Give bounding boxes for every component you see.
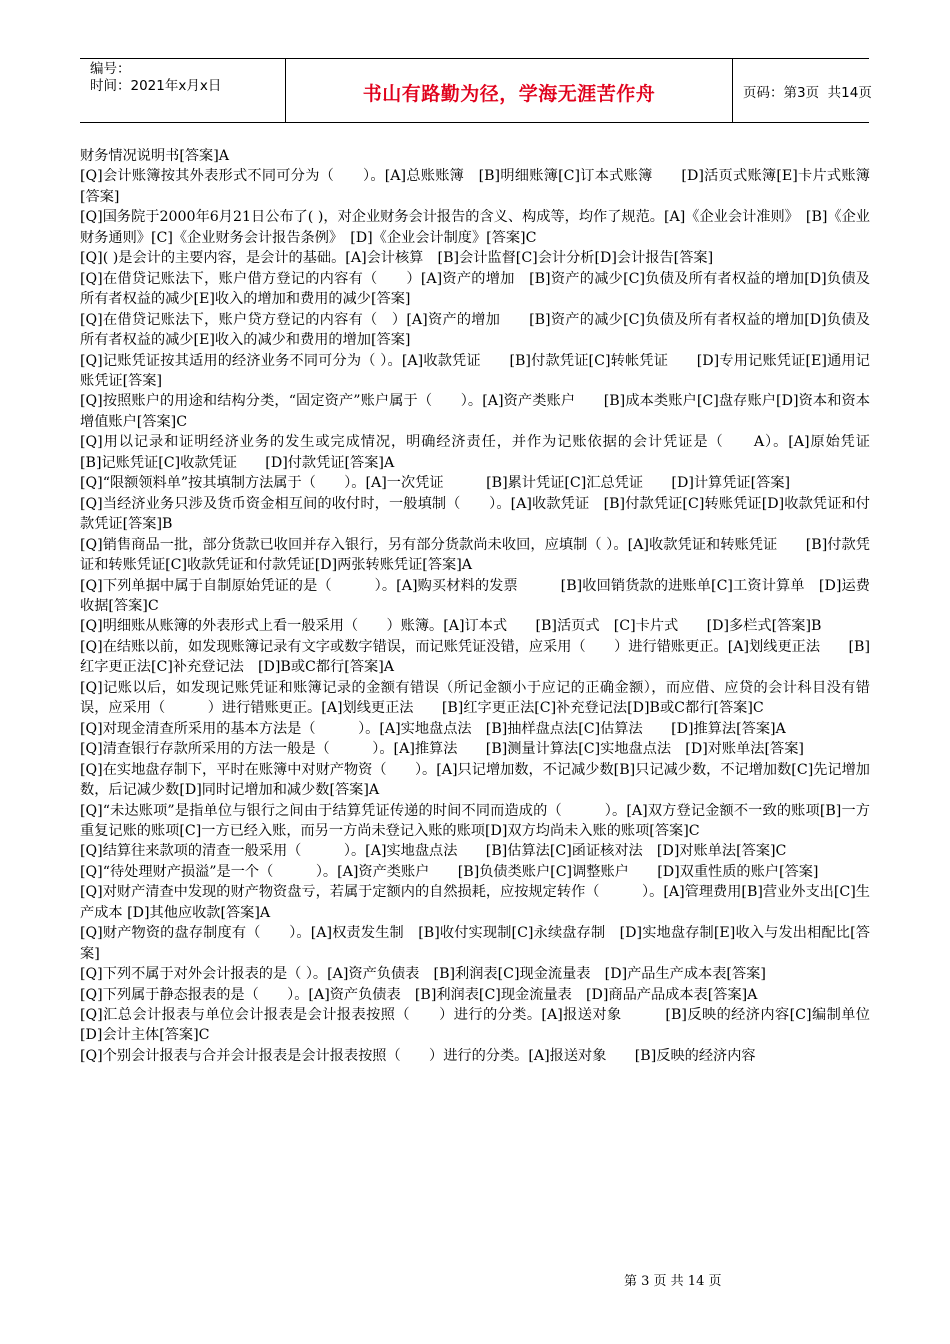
question-paragraph: [Q]“待处理财产损溢”是一个（ ）。[A]资产类账户 [B]负债类账户[C]调整账户 [D]双重性质的账户[答案] <box>80 863 819 880</box>
question-paragraph: [Q]个别会计报表与合并会计报表是会计报表按照（ ）进行的分类。[A]报送对象 [B]反映的经济内容 <box>80 1047 756 1064</box>
header-motto-cell <box>285 59 733 122</box>
question-paragraph: [Q]在实地盘存制下，平时在账簿中对财产物资（ ）。[A]只记增加数，不记减少数[B]只记减少数，不记增加数[C]先记增加数，后记减少数[D]同时记增加和减少数[答案]A <box>80 761 870 799</box>
question-paragraph: [Q]下列属于静态报表的是（ ）。[A]资产负债表 [B]利润表[C]现金流量表 [D]商品产品成本表[答案]A <box>80 986 758 1003</box>
question-paragraph: [Q]按照账户的用途和结构分类，“固定资产”账户属于（ ）。[A]资产类账户 [B]成本类账户[C]盘存账户[D]资本和资本增值账户[答案]C <box>80 393 870 430</box>
question-paragraph: [Q]销售商品一批，部分货款已收回并存入银行，另有部分货款尚未收回，应填制（ ）。[A]收款凭证和转账凭证 [B]付款凭证和转账凭证[C]收款凭证和付款凭证[D]两张转账凭证[答案]A <box>80 536 870 574</box>
question-paragraph: [Q]会计账簿按其外表形式不同可分为（ ）。[A]总账账簿 [B]明细账簿[C]订本式账簿 [D]活页式账簿[E]卡片式账簿[答案] <box>80 168 870 205</box>
question-paragraph: [Q]清查银行存款所采用的方法一般是（ ）。[A]推算法 [B]测量计算法[C]实地盘点法 [D]对账单法[答案] <box>80 741 804 758</box>
question-paragraph: [Q]明细账从账簿的外表形式上看一般采用（ ）账簿。[A]订本式 [B]活页式 [C]卡片式 [D]多栏式[答案]B <box>80 618 822 635</box>
header-page-info: 页码：第3页 共14页 <box>743 84 872 101</box>
header-motto: 书山有路勤为径，学海无涯苦作舟 <box>362 83 656 105</box>
question-paragraph: [Q]财产物资的盘存制度有（ ）。[A]权责发生制 [B]收付实现制[C]永续盘存制 [D]实地盘存制[E]收入与发出相配比[答案] <box>80 925 870 962</box>
document-date: 时间：2021年x月x日 <box>90 78 222 94</box>
question-paragraph: [Q]在借贷记账法下，账户借方登记的内容有（ ）[A]资产的增加 [B]资产的减少[C]负债及所有者权益的增加[D]负债及所有者权益的减少[E]收入的增加和费用的减少[答案] <box>80 270 870 308</box>
question-paragraph: [Q]对财产清查中发现的财产物资盘亏，若属于定额内的自然损耗，应按规定转作（ ）。[A]管理费用[B]营业外支出[C]生产成本 [D]其他应收款[答案]A <box>80 884 870 921</box>
question-paragraph: [Q]当经济业务只涉及货币资金相互间的收付时，一般填制（ ）。[A]收款凭证 [B]付款凭证[C]转账凭证[D]收款凭证和付款凭证[答案]B <box>80 495 870 533</box>
question-paragraph: [Q]( )是会计的主要内容，是会计的基础。[A]会计核算 [B]会计监督[C]会计分析[D]会计报告[答案] <box>80 250 714 267</box>
question-list <box>80 146 899 1066</box>
question-paragraph: [Q]“未达账项”是指单位与银行之间由于结算凭证传递的时间不同而造成的（ ）。[A]双方登记金额不一致的账项[B]一方重复记账的账项[C]一方已经入账，而另一方尚未登记入账的账项[D]双方均尚未入账的账项[答案]C <box>80 802 870 839</box>
question-paragraph: [Q]在结账以前，如发现账簿记录有文字或数字错误，而记账凭证没错，应采用（ ）进行错账更正。[A]划线更正法 [B]红字更正法[C]补充登记法 [D]B或C都行[答案]A <box>80 638 870 676</box>
question-paragraph: [Q]结算往来款项的清查一般采用（ ）。[A]实地盘点法 [B]估算法[C]函证核对法 [D]对账单法[答案]C <box>80 843 787 860</box>
page-header <box>80 58 872 123</box>
question-paragraph: [Q]“限额领料单”按其填制方法属于（ ）。[A]一次凭证 [B]累计凭证[C]汇总凭证 [D]计算凭证[答案] <box>80 475 791 492</box>
page-footer: 第 3 页 共 14 页 <box>624 1274 722 1289</box>
question-paragraph: [Q]用以记录和证明经济业务的发生或完成情况，明确经济责任，并作为记账依据的会计凭证是（ A）。[A]原始凭证 [B]记账凭证[C]收款凭证 [D]付款凭证[答案]A <box>80 434 899 471</box>
question-paragraph: [Q]在借贷记账法下，账户贷方登记的内容有（ ）[A]资产的增加 [B]资产的减少[C]负债及所有者权益的增加[D]负债及所有者权益的减少[E]收入的减少和费用的增加[答案] <box>80 311 870 349</box>
question-paragraph: [Q]国务院于2000年6月21日公布了( )，对企业财务会计报告的含义、构成等，均作了规范。[A]《企业会计准则》 [B]《企业财务通则》[C]《企业财务会计报告条例》 [D]《企业会计制度》[答案]C <box>80 209 870 246</box>
header-page-cell <box>733 59 872 122</box>
question-paragraph: [Q]记账凭证按其适用的经济业务不同可分为（ ）。[A]收款凭证 [B]付款凭证[C]转帐凭证 [D]专用记账凭证[E]通用记账凭证[答案] <box>80 352 870 389</box>
question-paragraph: [Q]下列单据中属于自制原始凭证的是（ ）。[A]购买材料的发票 [B]收回销货款的进账单[C]工资计算单 [D]运费收据[答案]C <box>80 577 870 614</box>
header-left-cell <box>80 59 285 122</box>
question-paragraph: [Q]汇总会计报表与单位会计报表是会计报表按照（ ）进行的分类。[A]报送对象 [B]反映的经济内容[C]编制单位 [D]会计主体[答案]C <box>80 1007 899 1044</box>
question-paragraph: [Q]记账以后，如发现记账凭证和账簿记录的金额有错误（所记金额小于应记的正确金额），而应借、应贷的会计科目没有错误，应采用（ ）进行错账更正。[A]划线更正法 [B]红字更正法[C]补充登记法[D]B或C都行[答案]C <box>80 679 870 717</box>
question-paragraph: [Q]对现金清查所采用的基本方法是（ ）。[A]实地盘点法 [B]抽样盘点法[C]估算法 [D]推算法[答案]A <box>80 720 786 737</box>
question-paragraph: [Q]下列不属于对外会计报表的是（ ）。[A]资产负债表 [B]利润表[C]现金流量表 [D]产品生产成本表[答案] <box>80 966 766 983</box>
document-number-label: 编号： <box>90 61 131 77</box>
question-paragraph: 财务情况说明书[答案]A <box>80 148 230 164</box>
